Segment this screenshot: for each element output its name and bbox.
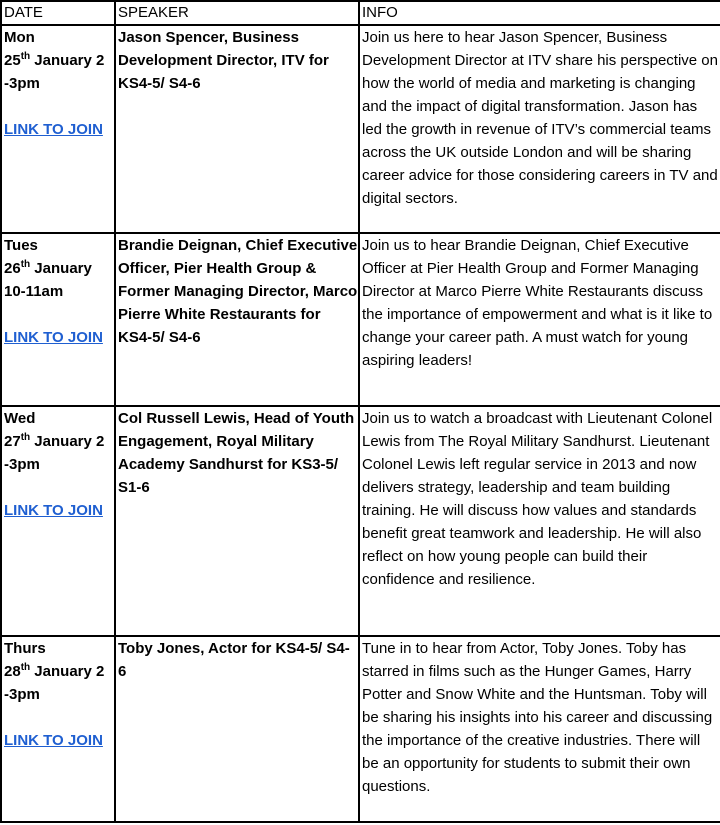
table-row [1, 233, 720, 406]
time-label: 10-11am [4, 283, 64, 300]
header-date: DATE [1, 1, 115, 25]
speaker-cell: Col Russell Lewis, Head of Youth Engagement, Royal Military Academy Sandhurst for KS3-5/ S1-6 [115, 406, 359, 636]
table-row [1, 636, 720, 822]
table-row [1, 406, 720, 636]
speaker-cell: Jason Spencer, Business Development Director, ITV for KS4-5/ S4-6 [115, 25, 359, 233]
header-info: INFO [359, 1, 720, 25]
date-cell [1, 25, 115, 233]
link-to-join[interactable]: LINK TO JOIN [4, 732, 103, 749]
date-cell [1, 233, 115, 406]
link-to-join[interactable]: LINK TO JOIN [4, 502, 103, 519]
date-label: 28th January 2 [4, 662, 105, 680]
header-speaker: SPEAKER [115, 1, 359, 25]
speaker-cell: Toby Jones, Actor for KS4-5/ S4-6 [115, 636, 359, 822]
day-label: Tues [4, 237, 38, 254]
time-label: -3pm [4, 686, 40, 703]
day-label: Thurs [4, 640, 46, 657]
table-row [1, 25, 720, 233]
info-cell: Join us to watch a broadcast with Lieutenant Colonel Lewis from The Royal Military Sandhurst. Lieutenant Colonel Lewis left regular service in 2013 and now delivers strategy, leadership and team building training. He will discuss how values and standards benefit great teamwork and leadership. He will also reflect on how young people can build their confidence and resilience. [359, 406, 720, 636]
link-to-join[interactable]: LINK TO JOIN [4, 329, 103, 346]
info-cell: Join us here to hear Jason Spencer, Business Development Director at ITV share his perspective on how the world of media and marketing is changing and the impact of digital transformation. Jason has led the growth in revenue of ITV’s commercial teams across the UK outside London and will be sharing career advice for those considering careers in TV and digital sectors. [359, 25, 720, 233]
date-label: 26th January [4, 259, 92, 277]
date-cell [1, 406, 115, 636]
time-label: -3pm [4, 75, 40, 92]
info-cell: Join us to hear Brandie Deignan, Chief Executive Officer at Pier Health Group and Former Managing Director at Marco Pierre White Restaurants discuss the importance of empowerment and what is it like to change your career path. A must watch for young aspiring leaders! [359, 233, 720, 406]
date-cell [1, 636, 115, 822]
link-to-join[interactable]: LINK TO JOIN [4, 121, 103, 138]
speaker-cell: Brandie Deignan, Chief Executive Officer, Pier Health Group & Former Managing Director, Marco Pierre White Restaurants for KS4-5/ S4-6 [115, 233, 359, 406]
day-label: Wed [4, 410, 36, 427]
date-label: 25th January 2 [4, 51, 105, 69]
date-label: 27th January 2 [4, 432, 105, 450]
header-row [1, 1, 720, 25]
day-label: Mon [4, 29, 35, 46]
time-label: -3pm [4, 456, 40, 473]
info-cell: Tune in to hear from Actor, Toby Jones. Toby has starred in films such as the Hunger Games, Harry Potter and Snow White and the Huntsman. Toby will be sharing his insights into his career and discussing the importance of the creative industries. There will be an opportunity for students to submit their own questions. [359, 636, 720, 822]
